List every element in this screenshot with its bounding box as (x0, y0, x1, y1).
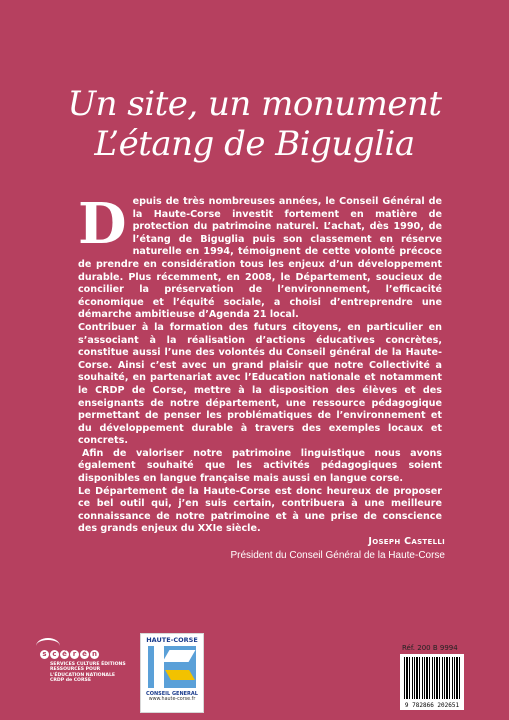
drop-cap: D (78, 191, 127, 257)
sceren-letter: s (40, 650, 49, 659)
paragraph-1-text: epuis de très nombreuses années, le Conseil Général de la Haute-Corse investit fortement en matière de protection du patrimoine naturel. L’achat, dès 1990, de l’étang de Biguglia puis son classement en réserve naturelle en 1994, témoignent de cette volonté précoce de prendre en considération tous les enjeux d’un développement durable. Plus récemment, en 2008, le Département, soucieux de concilier la préservation de l’environnement, l’efficacité économique et l’équité sociale, a choisi d’entreprendre une démarche ambitieuse d’Agenda 21 local. (78, 196, 442, 321)
sceren-letter: é (80, 650, 89, 659)
sceren-line: RESSOURCES POUR (50, 667, 101, 673)
sceren-line: SERVICES CULTURE ÉDITIONS (50, 662, 126, 667)
sceren-line: L'ÉDUCATION NATIONALE (50, 672, 116, 678)
reference-number: Réf. 200 B 9994 (402, 644, 458, 652)
sceren-swoosh-icon (36, 638, 60, 654)
sceren-text (50, 662, 126, 684)
sceren-letter: n (90, 650, 99, 659)
barcode (400, 654, 464, 710)
haute-corse-title: HAUTE-CORSE (146, 636, 198, 644)
body-text (78, 191, 442, 536)
sceren-letter: c (50, 650, 59, 659)
haute-corse-url: www.haute-corse.fr (148, 697, 196, 702)
title-line-1: Un site, un monument (67, 84, 442, 124)
sceren-letter: r (70, 650, 79, 659)
sceren-line: CRDP de CORSE (50, 678, 91, 684)
haute-corse-mark-icon (148, 646, 196, 688)
haute-corse-subtitle: CONSEIL GENERAL (146, 691, 198, 697)
title-line-2: L’étang de Biguglia (94, 124, 415, 164)
haute-corse-logo (140, 633, 204, 713)
paragraph-2: Contribuer à la formation des futurs citoyens, en particulier en s’associant à la réalisation d’actions éducatives concrètes, constitue aussi l’une des volontés du Conseil général de la Haute-Corse. Ainsi c’est avec un grand plaisir que notre Collectivité a souhaité, en partenariat avec l’Education nationale et notamment le CRDP de Corse, mettre à la disposition des élèves et des enseignants de notre département, une ressource pédagogique permettant de penser les problématiques de l’environnement et du développement durable à travers des exemples locaux et concrets. (78, 321, 442, 447)
signature-name: Joseph Castelli (368, 536, 445, 547)
sceren-letter: é (60, 650, 69, 659)
paragraph-1 (78, 191, 442, 322)
barcode-bars-icon (404, 657, 460, 699)
barcode-digits: 9 782866 202651 (404, 702, 460, 709)
paragraph-3: Afin de valoriser notre patrimoine linguistique nous avons également souhaité que les activités pédagogiques soient disponibles en langue française mais aussi en langue corse. (78, 447, 442, 485)
signature-role: Président du Conseil Général de la Haute-Corse (230, 550, 445, 561)
paragraph-4: Le Département de la Haute-Corse est donc heureux de proposer ce bel outil qui, j’en suis certain, contribuera à une meilleure connaissance de notre patrimoine et à une prise de conscience des grands enjeux du XXIe siècle. (78, 485, 442, 535)
sceren-logo (36, 632, 126, 692)
